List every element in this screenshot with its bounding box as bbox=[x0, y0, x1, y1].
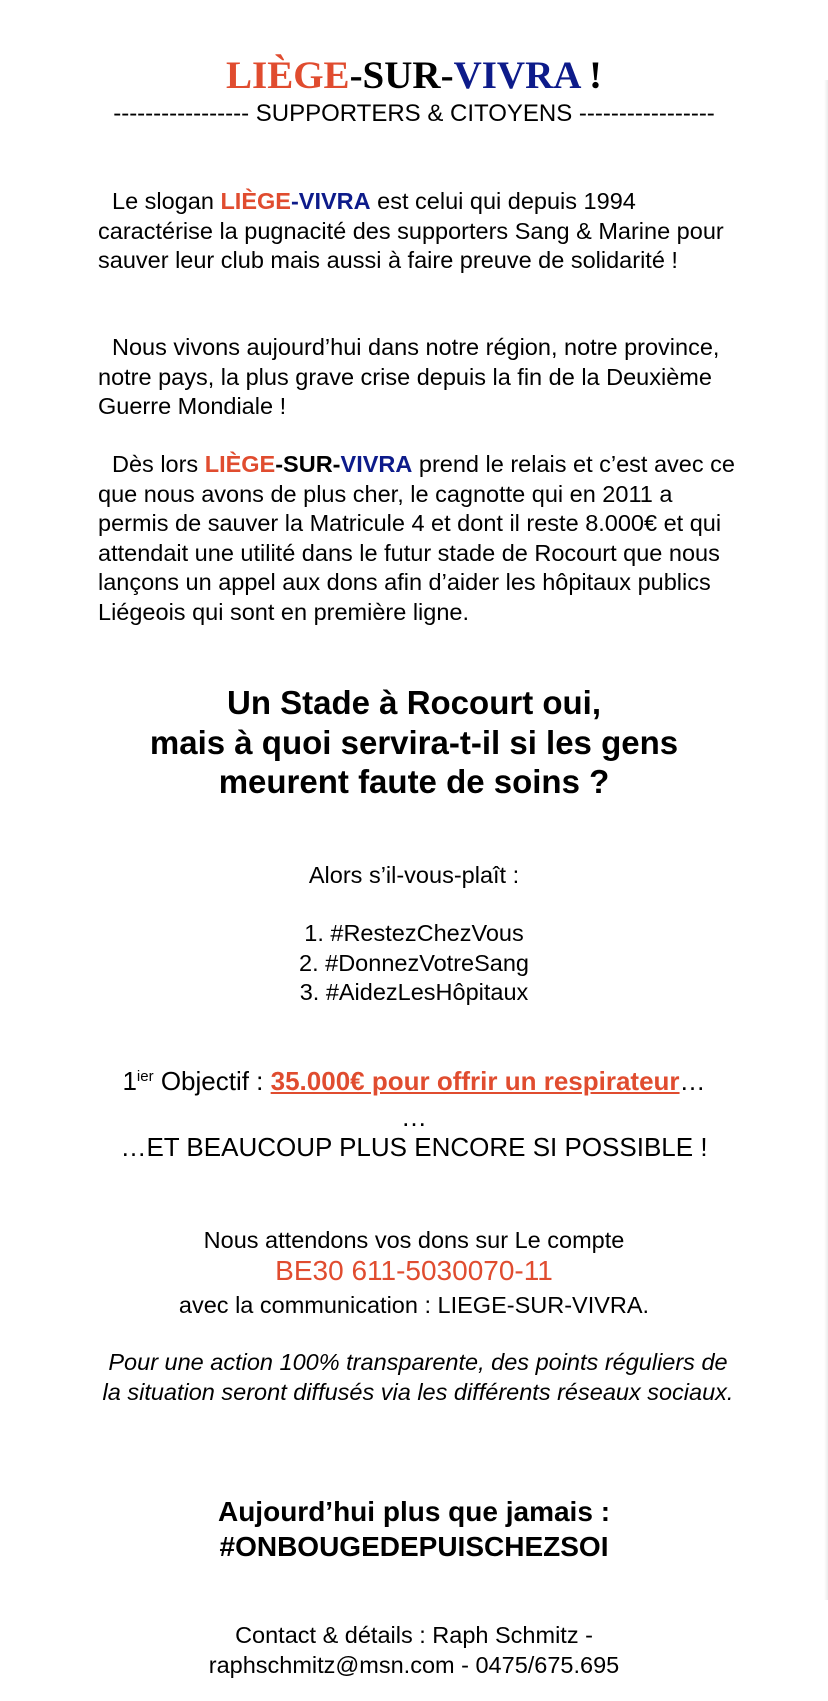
donation-intro: Nous attendons vos dons sur Le compte bbox=[203, 1227, 625, 1253]
appeal-intro: Alors s’il-vous-plaît : bbox=[308, 862, 520, 888]
title-exclamation: ! bbox=[579, 54, 602, 97]
p2-text: Nous vivons aujourd’hui dans notre région, notre province, notre pays, la plus grave crise depuis la fin de la Deuxième Guerre Mondiale ! bbox=[98, 334, 720, 419]
closing-slogan bbox=[0, 1494, 828, 1564]
p3-text: prend le relais et c’est avec ce que nous avons de plus cher, le cagnotte qui en 2011 a permis de sauver la Matricule 4 et dont il reste 8.000€ et qui attendait une utilité dans le futur stade de Rocourt que nous lançons un appel aux dons afin d’aider les hôpitaux publics Liégeois qui sont en première ligne. bbox=[98, 451, 735, 625]
page-subtitle: ----------------- SUPPORTERS & CITOYENS ----------------- bbox=[113, 100, 715, 127]
headline-line-2: mais à quoi servira-t-il si les gens bbox=[149, 723, 679, 761]
headline-line-3: meurent faute de soins ? bbox=[218, 763, 610, 800]
objective-ellipsis: … bbox=[401, 1102, 427, 1132]
objective-superscript: ier bbox=[136, 1068, 154, 1085]
appeal-step: 1. #RestezChezVous bbox=[304, 920, 524, 946]
p3-brand-vivra: VIVRA bbox=[340, 451, 413, 477]
contact-line-2: raphschmitz@msn.com - 0475/675.695 bbox=[208, 1651, 620, 1678]
objective-number: 1 bbox=[122, 1066, 137, 1096]
objective-more: …ET BEAUCOUP PLUS ENCORE SI POSSIBLE ! bbox=[120, 1132, 708, 1162]
contact-line-1: Contact & détails : Raph Schmitz - bbox=[235, 1622, 593, 1648]
p3-prefix: Dès lors bbox=[112, 451, 205, 477]
stadium-headline bbox=[0, 683, 828, 802]
p1-brand-dash: - bbox=[290, 188, 299, 214]
title-liege: LIÈGE bbox=[226, 54, 350, 97]
p1-prefix: Le slogan bbox=[112, 188, 221, 214]
p3-brand-liege: LIÈGE bbox=[204, 451, 276, 477]
objective-label: Objectif : bbox=[153, 1066, 271, 1096]
bank-account-number: BE30 611-5030070-11 bbox=[275, 1255, 553, 1286]
page-title bbox=[0, 52, 828, 100]
donation-communication: avec la communication : LIEGE-SUR-VIVRA. bbox=[178, 1292, 650, 1318]
p1-text: est celui qui depuis 1994 caractérise la pugnacité des supporters Sang & Marine pour sauver leur club mais aussi à faire preuve de solidarité ! bbox=[98, 188, 724, 273]
appeal-step: 3. #AidezLesHôpitaux bbox=[299, 979, 529, 1005]
appeal-steps-list bbox=[0, 919, 828, 1008]
p1-brand-vivra: VIVRA bbox=[298, 188, 371, 214]
appeal-step: 2. #DonnezVotreSang bbox=[299, 949, 529, 976]
objective-trailing: … bbox=[679, 1066, 706, 1096]
page-edge-shadow bbox=[824, 80, 828, 1600]
closing-hashtag: #ONBOUGEDEPUISCHEZSOI bbox=[219, 1531, 609, 1562]
objective-respirator-link[interactable]: 35.000€ pour offrir un respirateur bbox=[270, 1066, 680, 1096]
title-sur: -SUR- bbox=[349, 54, 454, 97]
intro-paragraph-2 bbox=[98, 333, 738, 422]
intro-paragraph-1 bbox=[98, 187, 738, 276]
headline-line-1: Un Stade à Rocourt oui, bbox=[226, 684, 602, 721]
intro-paragraph-3 bbox=[98, 450, 738, 627]
title-vivra: VIVRA bbox=[453, 54, 580, 97]
first-objective bbox=[0, 1065, 828, 1097]
p3-brand-sur: -SUR- bbox=[275, 451, 341, 477]
transparency-note: Pour une action 100% transparente, des points réguliers de la situation seront diffusés via les différents réseaux sociaux. bbox=[102, 1349, 734, 1405]
closing-line-1: Aujourd’hui plus que jamais : bbox=[217, 1496, 611, 1527]
p1-brand-liege: LIÈGE bbox=[220, 188, 291, 214]
contact-details bbox=[0, 1621, 828, 1680]
